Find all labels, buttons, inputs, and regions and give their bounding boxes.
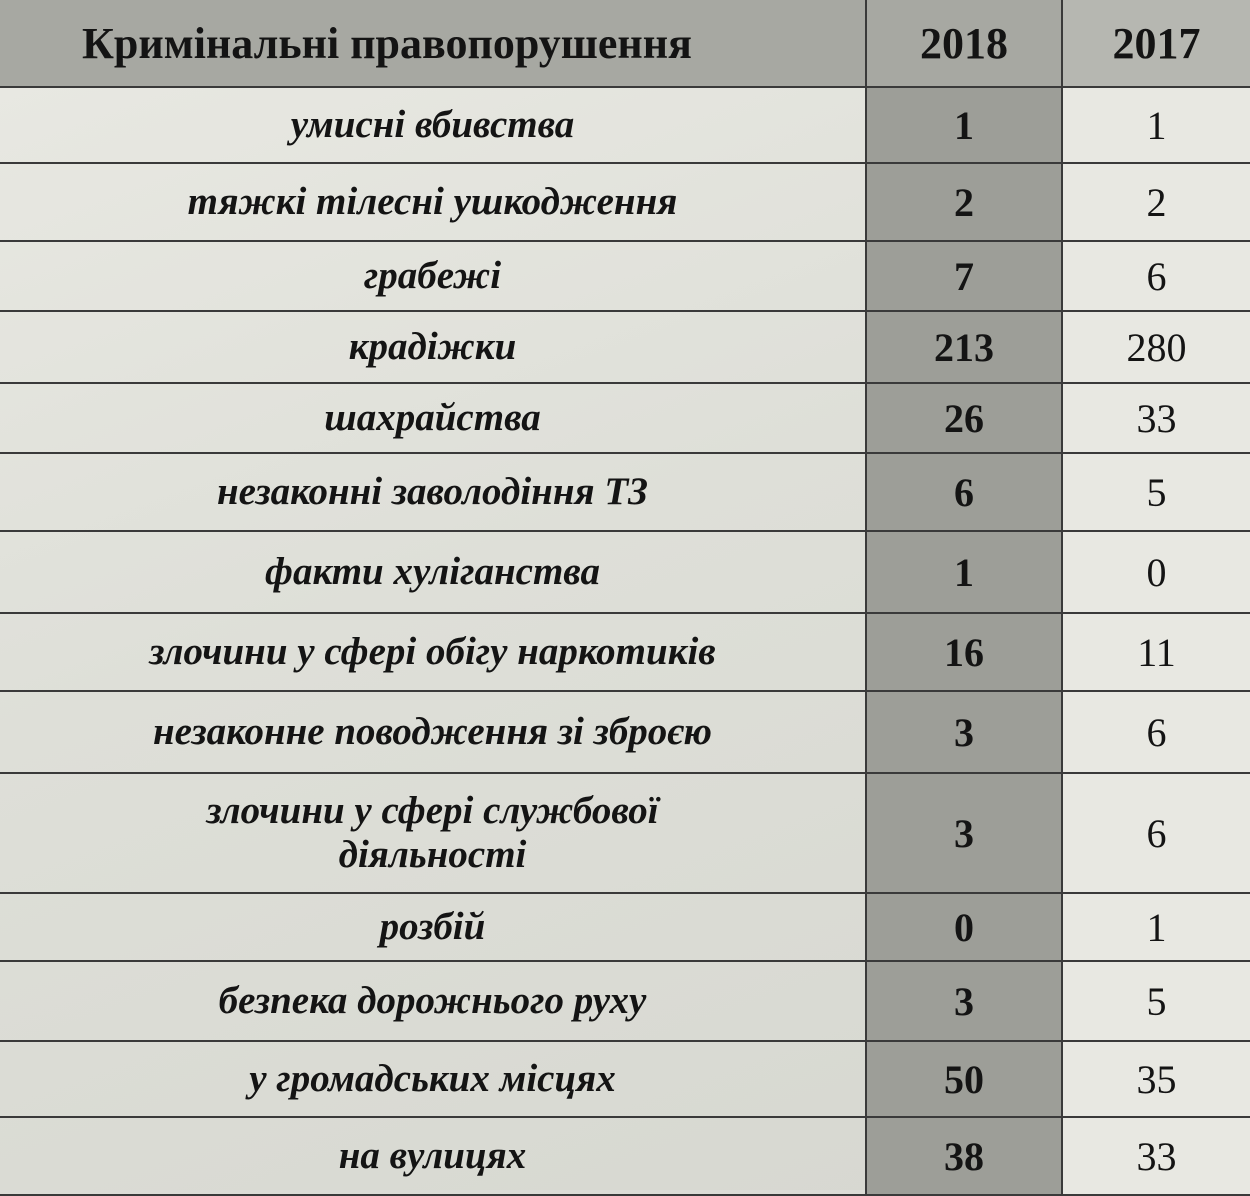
value-2018: 2 bbox=[866, 163, 1062, 241]
table-row bbox=[0, 383, 1250, 453]
value-2017: 280 bbox=[1062, 311, 1250, 383]
offense-name: незаконне поводження зі зброєю bbox=[0, 691, 866, 773]
value-2018: 3 bbox=[866, 961, 1062, 1041]
value-2018: 213 bbox=[866, 311, 1062, 383]
column-header-2018: 2018 bbox=[866, 0, 1062, 87]
value-2017: 11 bbox=[1062, 613, 1250, 691]
table-row bbox=[0, 163, 1250, 241]
value-2018: 26 bbox=[866, 383, 1062, 453]
offense-name: безпека дорожнього руху bbox=[0, 961, 866, 1041]
table-row bbox=[0, 691, 1250, 773]
value-2017: 6 bbox=[1062, 241, 1250, 311]
table-row bbox=[0, 531, 1250, 613]
table-row bbox=[0, 773, 1250, 893]
value-2018: 1 bbox=[866, 531, 1062, 613]
offense-name: незаконні заволодіння ТЗ bbox=[0, 453, 866, 531]
value-2018: 3 bbox=[866, 773, 1062, 893]
offense-name: умисні вбивства bbox=[0, 87, 866, 163]
table-row bbox=[0, 311, 1250, 383]
value-2018: 3 bbox=[866, 691, 1062, 773]
value-2018: 7 bbox=[866, 241, 1062, 311]
value-2017: 2 bbox=[1062, 163, 1250, 241]
offense-name: факти хуліганства bbox=[0, 531, 866, 613]
table-row bbox=[0, 241, 1250, 311]
offense-name: розбій bbox=[0, 893, 866, 961]
offense-name: крадіжки bbox=[0, 311, 866, 383]
offense-name: шахрайства bbox=[0, 383, 866, 453]
table-row bbox=[0, 613, 1250, 691]
table-row bbox=[0, 87, 1250, 163]
offense-name-text: злочини у сфері службової діяльності bbox=[206, 789, 659, 876]
value-2017: 1 bbox=[1062, 87, 1250, 163]
value-2017: 5 bbox=[1062, 453, 1250, 531]
value-2017: 33 bbox=[1062, 383, 1250, 453]
offense-name: на вулицях bbox=[0, 1117, 866, 1195]
value-2017: 5 bbox=[1062, 961, 1250, 1041]
offense-name bbox=[0, 773, 866, 893]
value-2018: 0 bbox=[866, 893, 1062, 961]
offense-name: тяжкі тілесні ушкодження bbox=[0, 163, 866, 241]
value-2018: 16 bbox=[866, 613, 1062, 691]
value-2017: 1 bbox=[1062, 893, 1250, 961]
value-2018: 1 bbox=[866, 87, 1062, 163]
column-header-2017: 2017 bbox=[1062, 0, 1250, 87]
value-2018: 38 bbox=[866, 1117, 1062, 1195]
table-row bbox=[0, 1117, 1250, 1195]
table-row bbox=[0, 961, 1250, 1041]
offense-name: у громадських місцях bbox=[0, 1041, 866, 1117]
table-row bbox=[0, 893, 1250, 961]
value-2017: 33 bbox=[1062, 1117, 1250, 1195]
value-2018: 50 bbox=[866, 1041, 1062, 1117]
offense-name: грабежі bbox=[0, 241, 866, 311]
column-header-offense: Кримінальні правопорушення bbox=[0, 0, 866, 87]
table-row bbox=[0, 453, 1250, 531]
value-2017: 6 bbox=[1062, 691, 1250, 773]
value-2017: 35 bbox=[1062, 1041, 1250, 1117]
table-row bbox=[0, 1041, 1250, 1117]
value-2017: 0 bbox=[1062, 531, 1250, 613]
value-2018: 6 bbox=[866, 453, 1062, 531]
offense-name: злочини у сфері обігу наркотиків bbox=[0, 613, 866, 691]
table-header-row bbox=[0, 0, 1250, 87]
value-2017: 6 bbox=[1062, 773, 1250, 893]
